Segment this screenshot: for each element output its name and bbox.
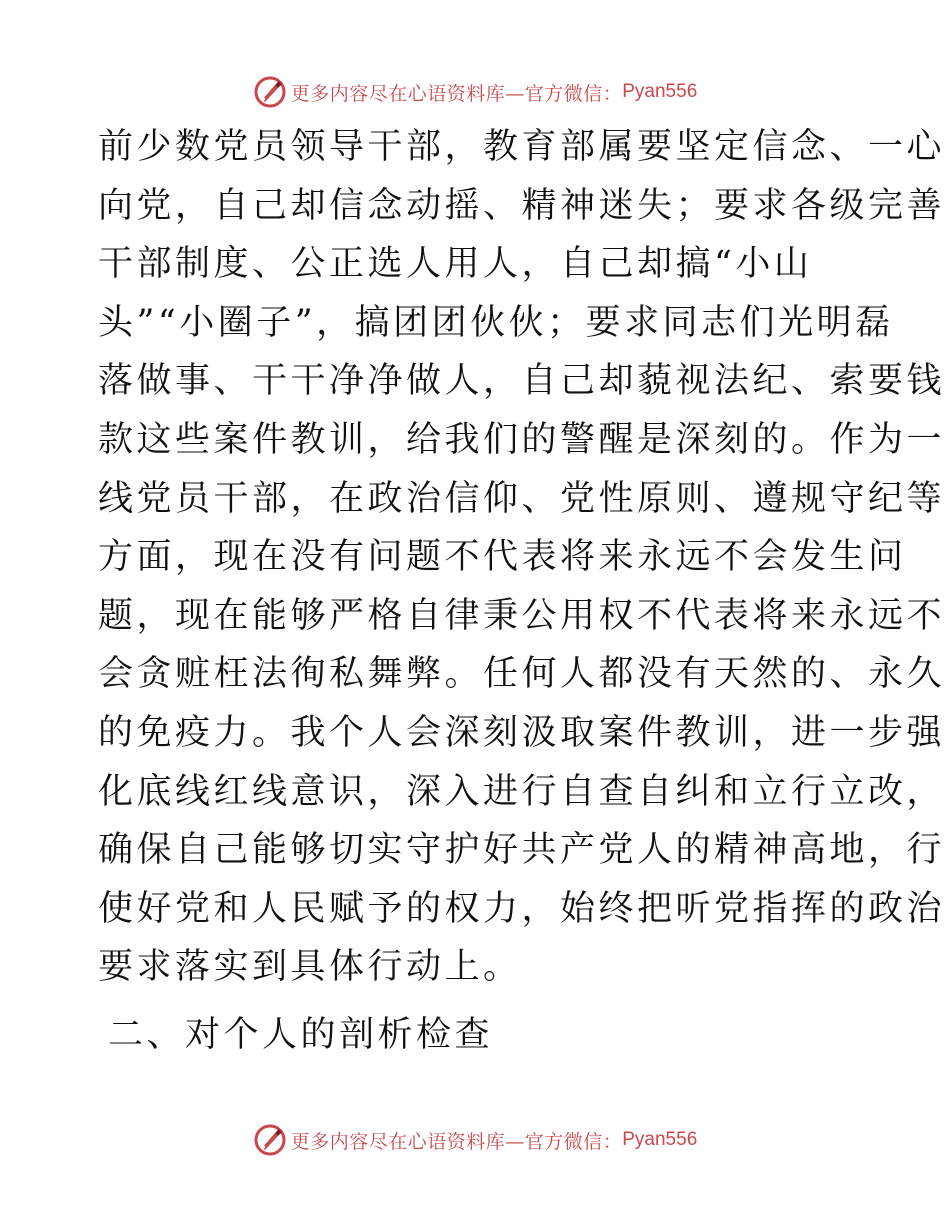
pen-logo-icon [253, 1123, 287, 1157]
paragraph-line: 线党员干部，在政治信仰、党性原则、遵规守纪等 [98, 478, 946, 519]
paragraph-line: 要求落实到具体行动上。 [98, 947, 522, 988]
header-wechat-id: Pyan556 [622, 81, 698, 102]
footer-watermark [0, 1120, 950, 1160]
header-watermark [0, 72, 950, 112]
section-heading: 二、对个人的剖析检查 [108, 1015, 494, 1055]
paragraph-line: 使好党和人民赋予的权力，始终把听党指挥的政治 [98, 888, 946, 929]
paragraph-line: 化底线红线意识，深入进行自查自纠和立行立改， [98, 771, 946, 812]
paragraph-line: 头”“小圈子”，搞团团伙伙；要求同志们光明磊 [98, 302, 894, 343]
paragraph-line: 会贪赃枉法徇私舞弊。任何人都没有天然的、永久 [98, 654, 946, 695]
paragraph-line: 方面，现在没有问题不代表将来永远不会发生问 [98, 537, 907, 578]
header-brand-text: 更多内容尽在心语资料库—官方微信： [290, 82, 623, 105]
paragraph-line: 前少数党员领导干部，教育部属要坚定信念、一心 [98, 127, 946, 167]
footer-brand-text: 更多内容尽在心语资料库—官方微信： [290, 1130, 623, 1153]
paragraph-line: 款这些案件教训，给我们的警醒是深刻的。作为一 [98, 419, 946, 460]
footer-wechat-id: Pyan556 [622, 1129, 698, 1150]
body-paragraph [98, 118, 946, 997]
paragraph-line: 干部制度、公正选人用人，自己却搞“小山 [98, 244, 813, 285]
pen-logo-icon [253, 75, 287, 109]
paragraph-line: 的免疫力。我个人会深刻汲取案件教训，进一步强 [98, 712, 946, 753]
paragraph-line: 落做事、干干净净做人，自己却藐视法纪、索要钱 [98, 361, 946, 402]
paragraph-line: 向党，自己却信念动摇、精神迷失；要求各级完善 [98, 185, 946, 226]
paragraph-line: 确保自己能够切实守护好共产党人的精神高地，行 [98, 830, 946, 871]
paragraph-line: 题，现在能够严格自律秉公用权不代表将来永远不 [98, 595, 946, 636]
